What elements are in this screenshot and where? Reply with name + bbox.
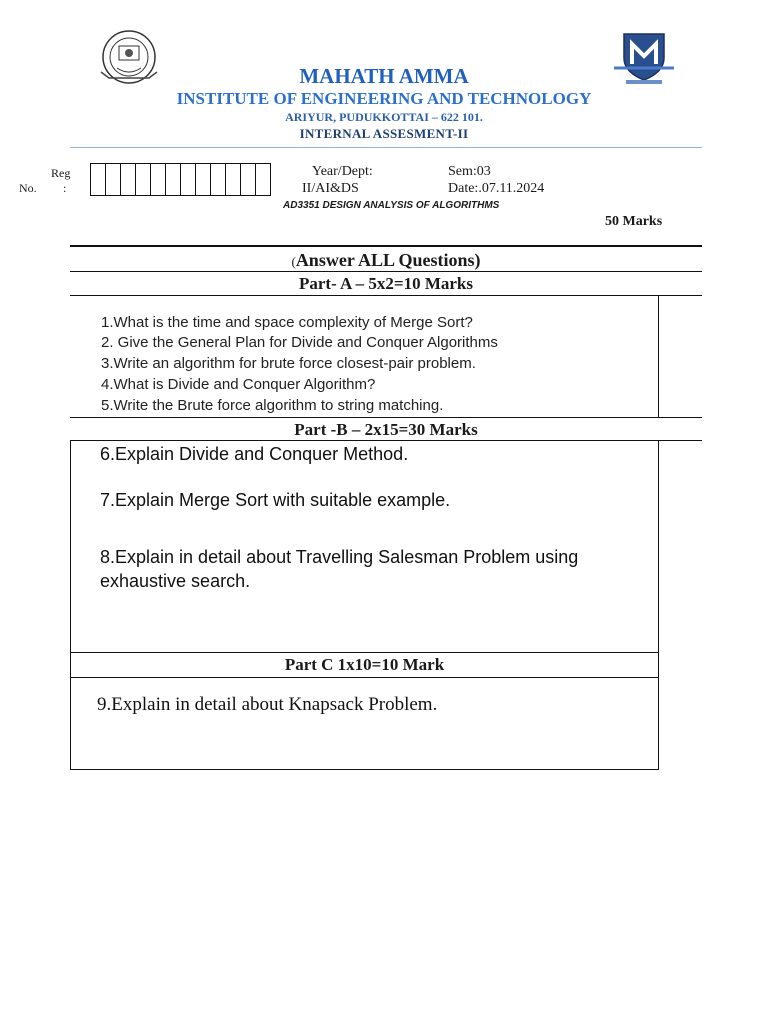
part-a-question-1: 1.What is the time and space complexity of Merge Sort? — [101, 314, 473, 331]
rule — [70, 677, 659, 678]
part-b-question-7: 7.Explain Merge Sort with suitable example. — [100, 490, 451, 510]
reg-digit-box — [150, 163, 166, 196]
institution-name: MAHATH AMMA — [299, 64, 469, 88]
reg-label: Reg — [51, 166, 71, 180]
total-marks: 50 Marks — [605, 214, 663, 229]
rule — [70, 271, 702, 272]
instruction: (Answer ALL Questions) — [291, 250, 481, 270]
reg-digit-box — [255, 163, 271, 196]
box-bottom-border — [70, 769, 659, 770]
reg-digit-box — [240, 163, 256, 196]
part-c-question-9: 9.Explain in detail about Knapsack Problem. — [97, 694, 438, 715]
rule — [70, 440, 702, 441]
part-c-heading: Part C 1x10=10 Mark — [284, 655, 445, 674]
part-b-heading: Part -B – 2x15=30 Marks — [294, 420, 478, 439]
part-a-question-3: 3.Write an algorithm for brute force closest-pair problem. — [101, 355, 476, 372]
part-a-question-4: 4.What is Divide and Conquer Algorithm? — [101, 376, 376, 393]
reg-no-label: No. — [19, 181, 37, 195]
reg-digit-box — [210, 163, 226, 196]
institution-address: ARIYUR, PUDUKKOTTAI – 622 101. — [285, 110, 483, 124]
part-a-question-5: 5.Write the Brute force algorithm to string matching. — [101, 397, 444, 414]
reg-digit-box — [180, 163, 196, 196]
table-top-rule — [70, 245, 702, 247]
reg-digit-box — [90, 163, 106, 196]
part-b-question-6: 6.Explain Divide and Conquer Method. — [100, 444, 409, 464]
institution-subtitle: INSTITUTE OF ENGINEERING AND TECHNOLOGY — [176, 89, 592, 108]
reg-digit-box — [165, 163, 181, 196]
part-a-heading: Part- A – 5x2=10 Marks — [298, 274, 473, 293]
reg-digit-box — [135, 163, 151, 196]
header-divider — [70, 147, 702, 148]
course-title: AD3351 DESIGN ANALYSIS OF ALGORITHMS — [283, 200, 500, 211]
part-b-question-8: 8.Explain in detail about Travelling Salesman Problem using exhaustive search. — [100, 547, 579, 591]
reg-colon: : — [63, 181, 67, 195]
exam-date: Date:.07.11.2024 — [448, 181, 545, 196]
rule — [70, 652, 659, 653]
box-left-border — [70, 441, 71, 770]
exam-name: INTERNAL ASSESMENT-II — [299, 126, 469, 141]
part-a-marks-divider — [658, 295, 659, 417]
reg-digit-box — [195, 163, 211, 196]
reg-number-boxes — [91, 163, 271, 196]
reg-digit-box — [225, 163, 241, 196]
rule — [70, 417, 702, 418]
box-right-border — [658, 441, 659, 770]
year-dept-label: Year/Dept: — [312, 164, 373, 179]
reg-digit-box — [105, 163, 121, 196]
part-a-question-2: 2. Give the General Plan for Divide and Conquer Algorithms — [101, 334, 498, 351]
rule — [70, 295, 702, 296]
year-dept-value: II/AI&DS — [302, 181, 359, 196]
reg-digit-box — [120, 163, 136, 196]
semester: Sem:03 — [448, 164, 491, 179]
